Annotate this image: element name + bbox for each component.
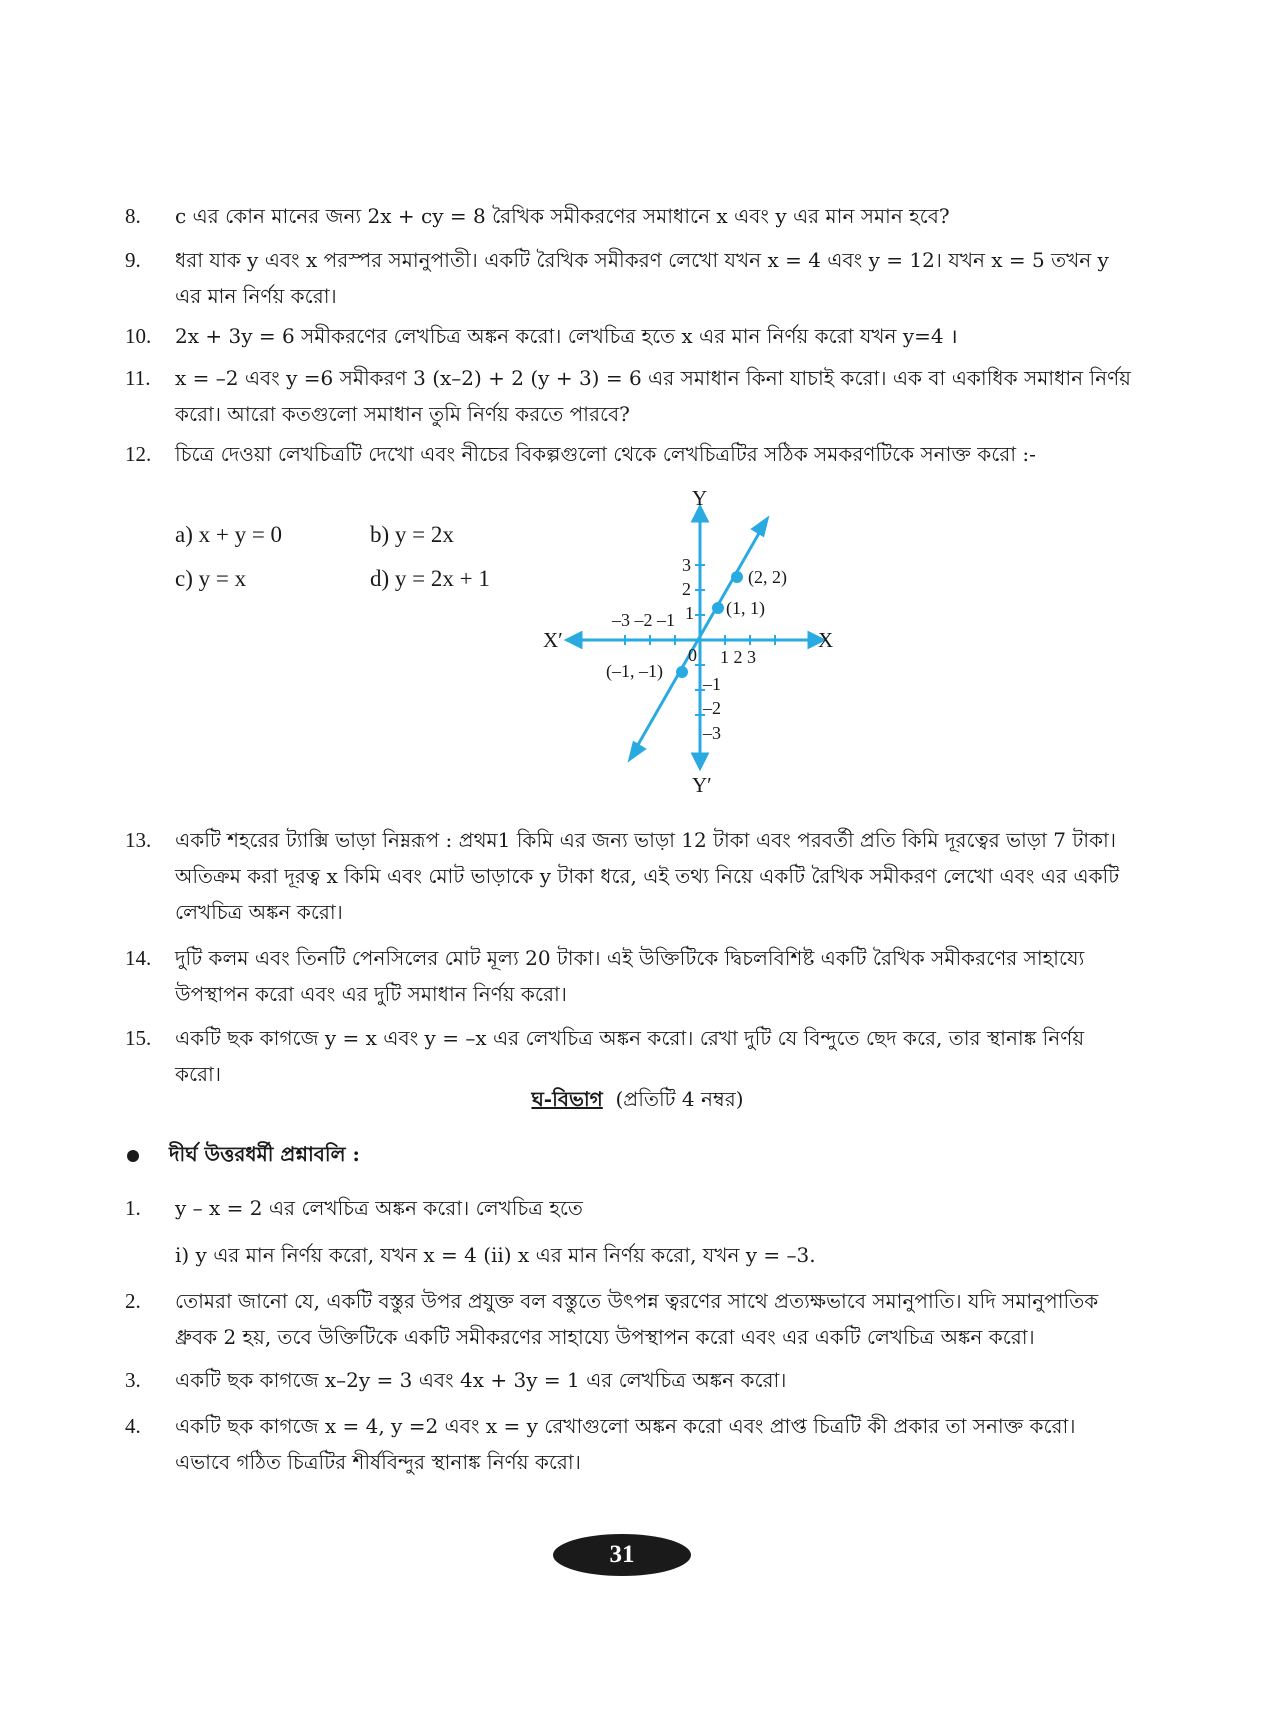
line-arrow-bottom: [630, 743, 644, 759]
y-tick-neg2: –2: [703, 698, 721, 718]
question-text: চিত্রে দেওয়া লেখচিত্রটি দেখো এবং নীচের বিকল্পগুলো থেকে লেখচিত্রটির সঠিক সমকরণটিকে সনাক্ত করো :-: [175, 442, 1036, 466]
question-13: [125, 822, 1135, 930]
question-12: [125, 436, 1135, 472]
question-number: 11.: [125, 366, 151, 390]
option-a: a) x + y = 0: [175, 522, 283, 547]
point-2-2: [733, 573, 742, 582]
question-number: 15.: [125, 1026, 152, 1050]
question-number: 14.: [125, 946, 152, 970]
question-11: [125, 360, 1135, 432]
question-text: একটি শহরের ট্যাক্সি ভাড়া নিম্নরূপ : প্রথম1 কিমি এর জন্য ভাড়া 12 টাকা এবং পরবর্তী প্রতি কিমি দূরত্বের ভাড়া 7 টাকা। অতিক্রম করা দূরত্ব x কিমি এবং মোট ভাড়াকে y টাকা ধরে, এই তথ্য নিয়ে একটি রৈখিক সমীকরণ লেখো এবং এর একটি লেখচিত্র অঙ্কন করো।: [175, 828, 1120, 924]
section-marks: (প্রতিটি 4 নম্বর): [615, 1087, 744, 1111]
x-axis-arrow-left: [567, 633, 581, 647]
question-number: 12.: [125, 442, 152, 466]
question-text: y – x = 2 এর লেখচিত্র অঙ্কন করো। লেখচিত্র হতে: [175, 1196, 583, 1220]
question-number: 3.: [125, 1368, 141, 1392]
x-neg-axis-label: X′: [543, 628, 563, 652]
question-number: 9.: [125, 248, 141, 272]
origin-label: 0: [688, 645, 697, 665]
point-1-1: [714, 604, 723, 613]
long-question-4: [125, 1408, 1135, 1480]
x-tick-labels-positive: 1 2 3: [720, 647, 756, 667]
question-text: c এর কোন মানের জন্য 2x + cy = 8 রৈখিক সমীকরণের সমাধানে x এবং y এর মান সমান হবে?: [175, 204, 950, 228]
long-question-3: [125, 1362, 1135, 1398]
question-text: তোমরা জানো যে, একটি বস্তুর উপর প্রযুক্ত বল বস্তুতে উৎপন্ন ত্বরণের সাথে প্রত্যক্ষভাবে সমানুপাতি। যদি সমানুপাতিক ধ্রুবক 2 হয়, তবে উক্তিটিকে একটি সমীকরণের সাহায্যে উপস্থাপন করো এবং এর একটি লেখচিত্র অঙ্কন করো।: [175, 1289, 1099, 1349]
y-tick-1: 1: [685, 603, 694, 623]
question-9: [125, 242, 1135, 314]
point-label-2-2: (2, 2): [748, 567, 787, 587]
question-15: [125, 1020, 1135, 1092]
section-heading: [0, 1085, 1275, 1118]
question-text: একটি ছক কাগজে x = 4, y =2 এবং x = y রেখাগুলো অঙ্কন করো এবং প্রাপ্ত চিত্রটি কী প্রকার তা সনাক্ত করো। এভাবে গঠিত চিত্রটির শীর্ষবিন্দুর স্থানাঙ্ক নির্ণয় করো।: [175, 1414, 1076, 1474]
x-axis-label: X: [818, 628, 834, 652]
long-answer-heading-text: দীর্ঘ উত্তরধর্মী প্রশ্নাবলি :: [169, 1142, 360, 1166]
long-question-1: [125, 1190, 1135, 1226]
y-neg-axis-label: Y′: [692, 773, 712, 797]
question-text: 2x + 3y = 6 সমীকরণের লেখচিত্র অঙ্কন করো। লেখচিত্র হতে x এর মান নির্ণয় করো যখন y=4 ।: [175, 324, 958, 348]
y-tick-neg1: –1: [703, 674, 721, 694]
line-graph: [543, 485, 840, 800]
question-number: 13.: [125, 828, 152, 852]
point-neg1-neg1: [678, 668, 687, 677]
question-number: 2.: [125, 1289, 141, 1313]
question-number: 8.: [125, 204, 141, 228]
long-answer-heading: [127, 1140, 360, 1173]
question-text: ধরা যাক y এবং x পরস্পর সমানুপাতী। একটি রৈখিক সমীকরণ লেখো যখন x = 4 এবং y = 12। যখন x = 5 তখন y এর মান নির্ণয় করো।: [175, 248, 1109, 308]
y-tick-2: 2: [682, 579, 691, 599]
long-question-2: [125, 1283, 1135, 1355]
long-question-1-subparts: i) y এর মান নির্ণয় করো, যখন x = 4 (ii) x এর মান নির্ণয় করো, যখন y = –3.: [175, 1243, 816, 1267]
option-c: c) y = x: [175, 566, 247, 591]
option-b: b) y = 2x: [370, 522, 454, 547]
line-arrow-top: [753, 519, 767, 535]
question-8: [125, 198, 1135, 234]
y-tick-3: 3: [682, 555, 691, 575]
y-axis-label: Y: [692, 486, 708, 510]
bullet-icon: [127, 1150, 139, 1162]
question-text: একটি ছক কাগজে x–2y = 3 এবং 4x + 3y = 1 এর লেখচিত্র অঙ্কন করো।: [175, 1368, 787, 1392]
point-label-1-1: (1, 1): [726, 598, 765, 618]
question-number: 10.: [125, 324, 152, 348]
y-axis-arrow-down: [693, 754, 707, 768]
question-text: x = –2 এবং y =6 সমীকরণ 3 (x–2) + 2 (y + 3) = 6 এর সমাধান কিনা যাচাই করো। এক বা একাধিক সমাধান নির্ণয় করো। আরো কতগুলো সমাধান তুমি নির্ণয় করতে পারবে?: [175, 366, 1131, 426]
page-number: 31: [553, 1534, 691, 1576]
section-title: ঘ-বিভাগ: [531, 1087, 603, 1111]
question-number: 4.: [125, 1414, 141, 1438]
option-d: d) y = 2x + 1: [370, 566, 490, 591]
question-text: একটি ছক কাগজে y = x এবং y = –x এর লেখচিত্র অঙ্কন করো। রেখা দুটি যে বিন্দুতে ছেদ করে, তার স্থানাঙ্ক নির্ণয় করো।: [175, 1026, 1085, 1086]
question-14: [125, 940, 1135, 1012]
question-10: [125, 318, 1135, 354]
point-label-neg1-neg1: (–1, –1): [606, 661, 663, 681]
question-text: দুটি কলম এবং তিনটি পেনসিলের মোট মূল্য 20 টাকা। এই উক্তিটিকে দ্বিচলবিশিষ্ট একটি রৈখিক সমীকরণের সাহায্যে উপস্থাপন করো এবং এর দুটি সমাধান নির্ণয় করো।: [175, 946, 1085, 1006]
question-number: 1.: [125, 1196, 141, 1220]
y-tick-neg3: –3: [703, 723, 721, 743]
x-tick-labels-negative: –3 –2 –1: [612, 610, 675, 630]
